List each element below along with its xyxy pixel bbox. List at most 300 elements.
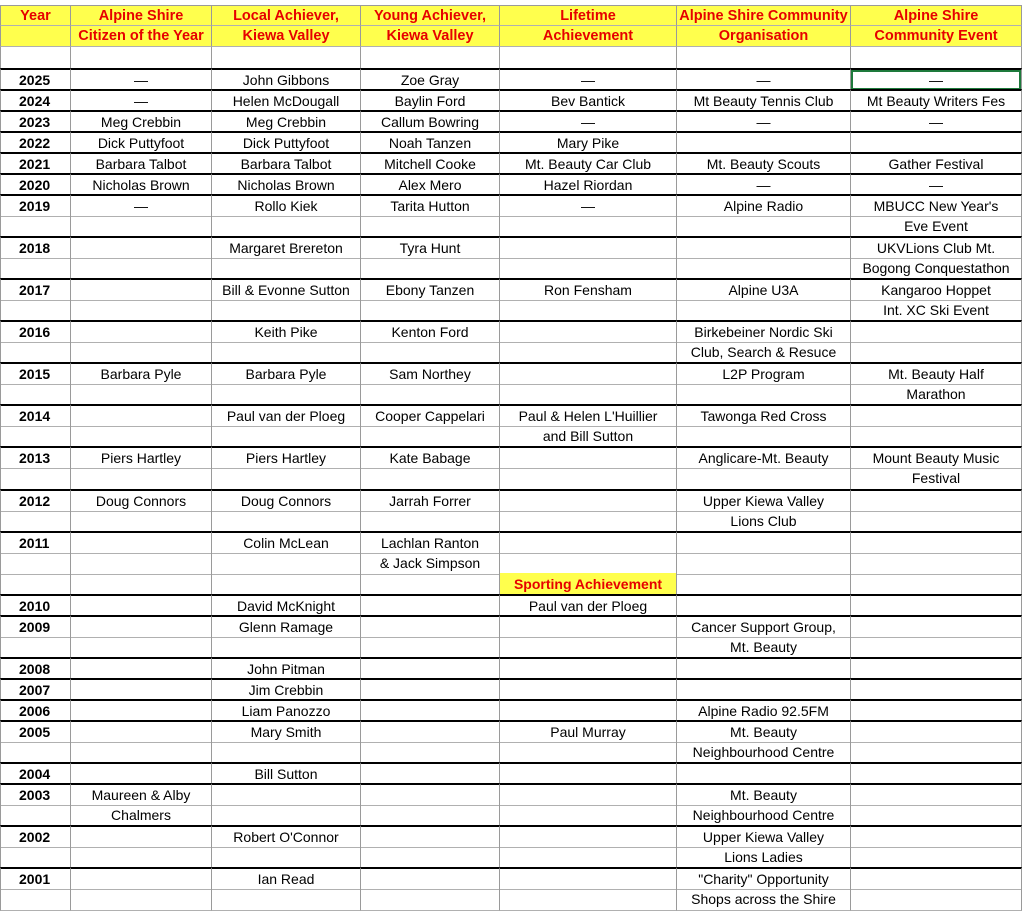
- cell-local-achiever[interactable]: Paul van der Ploeg: [212, 404, 361, 427]
- cell-young-achiever[interactable]: [361, 615, 500, 638]
- header-community-event[interactable]: Community Event: [851, 26, 1022, 47]
- cell-lifetime[interactable]: [500, 467, 677, 490]
- cell-community-org[interactable]: Club, Search & Resuce: [677, 341, 851, 364]
- cell-lifetime[interactable]: [500, 825, 677, 848]
- cell-local-achiever[interactable]: Rollo Kiek: [212, 194, 361, 217]
- cell-lifetime[interactable]: Sporting Achievement: [500, 573, 677, 596]
- cell-local-achiever[interactable]: John Pitman: [212, 657, 361, 680]
- cell-citizen[interactable]: [71, 341, 212, 364]
- cell-community-org[interactable]: [677, 678, 851, 701]
- cell-community-org[interactable]: [677, 531, 851, 554]
- cell-young-achiever[interactable]: [361, 867, 500, 890]
- cell-citizen[interactable]: [71, 720, 212, 743]
- cell-year[interactable]: [0, 573, 71, 596]
- cell-local-achiever[interactable]: Liam Panozzo: [212, 699, 361, 722]
- cell-young-achiever[interactable]: [361, 720, 500, 743]
- cell-lifetime[interactable]: and Bill Sutton: [500, 425, 677, 448]
- cell-young-achiever[interactable]: [361, 825, 500, 848]
- header-young-achiever[interactable]: Young Achiever,: [361, 5, 500, 26]
- cell-citizen[interactable]: Chalmers: [71, 804, 212, 827]
- cell-year[interactable]: 2001: [0, 867, 71, 890]
- cell-year[interactable]: [0, 257, 71, 280]
- cell-year[interactable]: [0, 467, 71, 490]
- cell-year[interactable]: [0, 47, 71, 70]
- cell-year[interactable]: 2002: [0, 825, 71, 848]
- cell-local-achiever[interactable]: [212, 47, 361, 70]
- header-local-achiever[interactable]: Local Achiever,: [212, 5, 361, 26]
- cell-local-achiever[interactable]: Barbara Talbot: [212, 152, 361, 175]
- cell-community-event[interactable]: [851, 867, 1022, 890]
- cell-lifetime[interactable]: [500, 804, 677, 827]
- cell-citizen[interactable]: [71, 257, 212, 280]
- cell-lifetime[interactable]: [500, 888, 677, 911]
- cell-lifetime[interactable]: [500, 741, 677, 764]
- cell-year[interactable]: 2024: [0, 89, 71, 112]
- cell-young-achiever[interactable]: [361, 215, 500, 238]
- cell-community-event[interactable]: [851, 131, 1022, 154]
- cell-year[interactable]: 2015: [0, 362, 71, 385]
- cell-citizen[interactable]: [71, 867, 212, 890]
- cell-local-achiever[interactable]: Helen McDougall: [212, 89, 361, 112]
- cell-community-org[interactable]: [677, 657, 851, 680]
- header-citizen[interactable]: Citizen of the Year: [71, 26, 212, 47]
- cell-lifetime[interactable]: Bev Bantick: [500, 89, 677, 112]
- cell-community-org[interactable]: Alpine Radio 92.5FM: [677, 699, 851, 722]
- cell-local-achiever[interactable]: Ian Read: [212, 867, 361, 890]
- cell-community-org[interactable]: Mt. Beauty Scouts: [677, 152, 851, 175]
- cell-year[interactable]: 2016: [0, 320, 71, 343]
- cell-citizen[interactable]: Meg Crebbin: [71, 110, 212, 133]
- cell-lifetime[interactable]: [500, 636, 677, 659]
- cell-young-achiever[interactable]: Cooper Cappelari: [361, 404, 500, 427]
- cell-community-event[interactable]: MBUCC New Year's: [851, 194, 1022, 217]
- cell-young-achiever[interactable]: Tyra Hunt: [361, 236, 500, 259]
- cell-lifetime[interactable]: [500, 552, 677, 575]
- header-community-org[interactable]: Organisation: [677, 26, 851, 47]
- cell-year[interactable]: 2018: [0, 236, 71, 259]
- cell-community-org[interactable]: [677, 594, 851, 617]
- cell-citizen[interactable]: [71, 404, 212, 427]
- cell-local-achiever[interactable]: Dick Puttyfoot: [212, 131, 361, 154]
- cell-community-event[interactable]: UKVLions Club Mt.: [851, 236, 1022, 259]
- cell-community-event[interactable]: [851, 678, 1022, 701]
- cell-year[interactable]: 2007: [0, 678, 71, 701]
- cell-community-org[interactable]: Mt. Beauty: [677, 720, 851, 743]
- cell-citizen[interactable]: Barbara Talbot: [71, 152, 212, 175]
- cell-community-event[interactable]: [851, 47, 1022, 70]
- header-year[interactable]: Year: [0, 5, 71, 26]
- cell-community-org[interactable]: Neighbourhood Centre: [677, 741, 851, 764]
- cell-citizen[interactable]: [71, 678, 212, 701]
- cell-community-org[interactable]: [677, 762, 851, 785]
- cell-local-achiever[interactable]: [212, 299, 361, 322]
- cell-local-achiever[interactable]: Jim Crebbin: [212, 678, 361, 701]
- cell-local-achiever[interactable]: David McKnight: [212, 594, 361, 617]
- cell-young-achiever[interactable]: & Jack Simpson: [361, 552, 500, 575]
- cell-citizen[interactable]: [71, 573, 212, 596]
- cell-community-event[interactable]: [851, 320, 1022, 343]
- cell-young-achiever[interactable]: [361, 425, 500, 448]
- cell-citizen[interactable]: Piers Hartley: [71, 446, 212, 469]
- cell-young-achiever[interactable]: Baylin Ford: [361, 89, 500, 112]
- cell-young-achiever[interactable]: Alex Mero: [361, 173, 500, 196]
- cell-community-event[interactable]: Mount Beauty Music: [851, 446, 1022, 469]
- cell-community-org[interactable]: Birkebeiner Nordic Ski: [677, 320, 851, 343]
- cell-lifetime[interactable]: [500, 362, 677, 385]
- cell-lifetime[interactable]: Mt. Beauty Car Club: [500, 152, 677, 175]
- cell-young-achiever[interactable]: [361, 678, 500, 701]
- cell-year[interactable]: 2008: [0, 657, 71, 680]
- cell-local-achiever[interactable]: Colin McLean: [212, 531, 361, 554]
- cell-local-achiever[interactable]: Glenn Ramage: [212, 615, 361, 638]
- cell-community-event[interactable]: [851, 762, 1022, 785]
- cell-young-achiever[interactable]: Callum Bowring: [361, 110, 500, 133]
- cell-young-achiever[interactable]: [361, 257, 500, 280]
- header-young-achiever[interactable]: Kiewa Valley: [361, 26, 500, 47]
- cell-community-event[interactable]: —: [851, 68, 1022, 91]
- cell-year[interactable]: [0, 636, 71, 659]
- cell-community-org[interactable]: Lions Club: [677, 510, 851, 533]
- cell-community-event[interactable]: [851, 783, 1022, 806]
- cell-year[interactable]: [0, 425, 71, 448]
- cell-community-org[interactable]: Upper Kiewa Valley: [677, 825, 851, 848]
- cell-young-achiever[interactable]: [361, 47, 500, 70]
- cell-year[interactable]: 2014: [0, 404, 71, 427]
- cell-lifetime[interactable]: [500, 341, 677, 364]
- cell-citizen[interactable]: [71, 657, 212, 680]
- cell-local-achiever[interactable]: [212, 215, 361, 238]
- cell-year[interactable]: 2009: [0, 615, 71, 638]
- cell-community-event[interactable]: Bogong Conquestathon: [851, 257, 1022, 280]
- cell-citizen[interactable]: [71, 615, 212, 638]
- cell-local-achiever[interactable]: [212, 383, 361, 406]
- cell-community-org[interactable]: Mt. Beauty: [677, 636, 851, 659]
- cell-citizen[interactable]: [71, 320, 212, 343]
- cell-young-achiever[interactable]: [361, 636, 500, 659]
- cell-citizen[interactable]: [71, 215, 212, 238]
- cell-community-org[interactable]: Mt. Beauty: [677, 783, 851, 806]
- cell-young-achiever[interactable]: [361, 741, 500, 764]
- cell-young-achiever[interactable]: Tarita Hutton: [361, 194, 500, 217]
- cell-local-achiever[interactable]: Barbara Pyle: [212, 362, 361, 385]
- cell-local-achiever[interactable]: Nicholas Brown: [212, 173, 361, 196]
- cell-young-achiever[interactable]: [361, 699, 500, 722]
- cell-lifetime[interactable]: Paul & Helen L'Huillier: [500, 404, 677, 427]
- cell-local-achiever[interactable]: Mary Smith: [212, 720, 361, 743]
- cell-local-achiever[interactable]: [212, 573, 361, 596]
- cell-citizen[interactable]: [71, 888, 212, 911]
- cell-citizen[interactable]: —: [71, 194, 212, 217]
- cell-citizen[interactable]: [71, 825, 212, 848]
- header-local-achiever[interactable]: Kiewa Valley: [212, 26, 361, 47]
- cell-citizen[interactable]: Dick Puttyfoot: [71, 131, 212, 154]
- cell-community-org[interactable]: Tawonga Red Cross: [677, 404, 851, 427]
- cell-lifetime[interactable]: [500, 531, 677, 554]
- cell-young-achiever[interactable]: [361, 804, 500, 827]
- cell-year[interactable]: 2011: [0, 531, 71, 554]
- cell-local-achiever[interactable]: Robert O'Connor: [212, 825, 361, 848]
- cell-local-achiever[interactable]: Piers Hartley: [212, 446, 361, 469]
- header-lifetime[interactable]: Achievement: [500, 26, 677, 47]
- cell-lifetime[interactable]: Mary Pike: [500, 131, 677, 154]
- cell-community-org[interactable]: [677, 299, 851, 322]
- cell-community-org[interactable]: [677, 383, 851, 406]
- cell-citizen[interactable]: [71, 741, 212, 764]
- cell-community-event[interactable]: [851, 804, 1022, 827]
- cell-young-achiever[interactable]: [361, 594, 500, 617]
- header-community-org[interactable]: Alpine Shire Community: [677, 5, 851, 26]
- cell-citizen[interactable]: [71, 699, 212, 722]
- cell-local-achiever[interactable]: [212, 804, 361, 827]
- cell-community-event[interactable]: [851, 531, 1022, 554]
- cell-community-org[interactable]: "Charity" Opportunity: [677, 867, 851, 890]
- cell-citizen[interactable]: [71, 47, 212, 70]
- cell-lifetime[interactable]: [500, 299, 677, 322]
- cell-local-achiever[interactable]: [212, 846, 361, 869]
- cell-local-achiever[interactable]: Bill & Evonne Sutton: [212, 278, 361, 301]
- cell-community-event[interactable]: [851, 489, 1022, 512]
- cell-local-achiever[interactable]: John Gibbons: [212, 68, 361, 91]
- cell-young-achiever[interactable]: [361, 510, 500, 533]
- cell-young-achiever[interactable]: Zoe Gray: [361, 68, 500, 91]
- cell-year[interactable]: [0, 299, 71, 322]
- cell-community-event[interactable]: [851, 636, 1022, 659]
- cell-young-achiever[interactable]: [361, 341, 500, 364]
- cell-citizen[interactable]: [71, 383, 212, 406]
- cell-lifetime[interactable]: [500, 783, 677, 806]
- cell-citizen[interactable]: [71, 425, 212, 448]
- cell-community-event[interactable]: Marathon: [851, 383, 1022, 406]
- cell-citizen[interactable]: [71, 552, 212, 575]
- cell-young-achiever[interactable]: [361, 383, 500, 406]
- cell-year[interactable]: 2020: [0, 173, 71, 196]
- cell-year[interactable]: [0, 341, 71, 364]
- cell-community-event[interactable]: [851, 404, 1022, 427]
- cell-year[interactable]: 2025: [0, 68, 71, 91]
- cell-community-org[interactable]: Mt Beauty Tennis Club: [677, 89, 851, 112]
- cell-community-org[interactable]: [677, 131, 851, 154]
- cell-local-achiever[interactable]: [212, 257, 361, 280]
- cell-community-org[interactable]: [677, 47, 851, 70]
- cell-citizen[interactable]: [71, 594, 212, 617]
- cell-year[interactable]: 2010: [0, 594, 71, 617]
- cell-year[interactable]: 2003: [0, 783, 71, 806]
- cell-year[interactable]: 2004: [0, 762, 71, 785]
- cell-local-achiever[interactable]: [212, 888, 361, 911]
- cell-local-achiever[interactable]: [212, 783, 361, 806]
- cell-community-event[interactable]: Int. XC Ski Event: [851, 299, 1022, 322]
- cell-year[interactable]: [0, 215, 71, 238]
- cell-citizen[interactable]: [71, 510, 212, 533]
- cell-citizen[interactable]: [71, 467, 212, 490]
- cell-local-achiever[interactable]: Meg Crebbin: [212, 110, 361, 133]
- header-year[interactable]: [0, 26, 71, 47]
- cell-community-org[interactable]: [677, 236, 851, 259]
- cell-lifetime[interactable]: Ron Fensham: [500, 278, 677, 301]
- cell-lifetime[interactable]: [500, 446, 677, 469]
- cell-year[interactable]: 2022: [0, 131, 71, 154]
- cell-local-achiever[interactable]: Margaret Brereton: [212, 236, 361, 259]
- cell-lifetime[interactable]: [500, 383, 677, 406]
- cell-community-event[interactable]: Eve Event: [851, 215, 1022, 238]
- cell-young-achiever[interactable]: Lachlan Ranton: [361, 531, 500, 554]
- cell-community-event[interactable]: [851, 552, 1022, 575]
- cell-lifetime[interactable]: Paul Murray: [500, 720, 677, 743]
- cell-young-achiever[interactable]: Kenton Ford: [361, 320, 500, 343]
- cell-lifetime[interactable]: [500, 657, 677, 680]
- cell-citizen[interactable]: [71, 636, 212, 659]
- cell-local-achiever[interactable]: [212, 552, 361, 575]
- cell-lifetime[interactable]: [500, 489, 677, 512]
- cell-lifetime[interactable]: —: [500, 68, 677, 91]
- cell-year[interactable]: 2019: [0, 194, 71, 217]
- cell-citizen[interactable]: Nicholas Brown: [71, 173, 212, 196]
- cell-lifetime[interactable]: [500, 615, 677, 638]
- cell-community-event[interactable]: [851, 594, 1022, 617]
- cell-local-achiever[interactable]: Keith Pike: [212, 320, 361, 343]
- cell-year[interactable]: 2006: [0, 699, 71, 722]
- cell-lifetime[interactable]: [500, 846, 677, 869]
- cell-community-event[interactable]: Mt. Beauty Half: [851, 362, 1022, 385]
- cell-community-event[interactable]: [851, 825, 1022, 848]
- cell-lifetime[interactable]: [500, 699, 677, 722]
- cell-year[interactable]: [0, 888, 71, 911]
- cell-young-achiever[interactable]: [361, 467, 500, 490]
- cell-local-achiever[interactable]: [212, 467, 361, 490]
- cell-community-event[interactable]: [851, 510, 1022, 533]
- cell-community-event[interactable]: Kangaroo Hoppet: [851, 278, 1022, 301]
- cell-community-org[interactable]: [677, 552, 851, 575]
- cell-community-event[interactable]: Festival: [851, 467, 1022, 490]
- cell-community-event[interactable]: [851, 615, 1022, 638]
- cell-young-achiever[interactable]: [361, 783, 500, 806]
- cell-local-achiever[interactable]: [212, 741, 361, 764]
- cell-community-org[interactable]: Upper Kiewa Valley: [677, 489, 851, 512]
- cell-year[interactable]: [0, 846, 71, 869]
- cell-local-achiever[interactable]: [212, 510, 361, 533]
- cell-community-org[interactable]: —: [677, 173, 851, 196]
- cell-citizen[interactable]: [71, 846, 212, 869]
- cell-year[interactable]: [0, 510, 71, 533]
- cell-local-achiever[interactable]: [212, 425, 361, 448]
- cell-year[interactable]: 2005: [0, 720, 71, 743]
- cell-community-event[interactable]: Gather Festival: [851, 152, 1022, 175]
- cell-citizen[interactable]: [71, 278, 212, 301]
- cell-lifetime[interactable]: [500, 762, 677, 785]
- cell-community-event[interactable]: —: [851, 110, 1022, 133]
- cell-community-event[interactable]: [851, 573, 1022, 596]
- cell-citizen[interactable]: [71, 236, 212, 259]
- cell-lifetime[interactable]: [500, 47, 677, 70]
- cell-community-org[interactable]: Alpine Radio: [677, 194, 851, 217]
- header-citizen[interactable]: Alpine Shire: [71, 5, 212, 26]
- cell-citizen[interactable]: —: [71, 89, 212, 112]
- cell-community-event[interactable]: [851, 699, 1022, 722]
- cell-lifetime[interactable]: Hazel Riordan: [500, 173, 677, 196]
- cell-lifetime[interactable]: [500, 257, 677, 280]
- cell-community-org[interactable]: —: [677, 68, 851, 91]
- cell-young-achiever[interactable]: Kate Babage: [361, 446, 500, 469]
- cell-local-achiever[interactable]: [212, 341, 361, 364]
- cell-year[interactable]: [0, 741, 71, 764]
- cell-community-org[interactable]: Neighbourhood Centre: [677, 804, 851, 827]
- cell-young-achiever[interactable]: Ebony Tanzen: [361, 278, 500, 301]
- cell-young-achiever[interactable]: Noah Tanzen: [361, 131, 500, 154]
- cell-young-achiever[interactable]: [361, 846, 500, 869]
- cell-lifetime[interactable]: —: [500, 194, 677, 217]
- cell-citizen[interactable]: Barbara Pyle: [71, 362, 212, 385]
- cell-community-org[interactable]: [677, 257, 851, 280]
- cell-young-achiever[interactable]: [361, 762, 500, 785]
- cell-community-org[interactable]: [677, 467, 851, 490]
- cell-year[interactable]: [0, 383, 71, 406]
- cell-lifetime[interactable]: —: [500, 110, 677, 133]
- cell-citizen[interactable]: [71, 762, 212, 785]
- cell-local-achiever[interactable]: Doug Connors: [212, 489, 361, 512]
- cell-community-org[interactable]: [677, 425, 851, 448]
- cell-community-org[interactable]: [677, 573, 851, 596]
- cell-lifetime[interactable]: Paul van der Ploeg: [500, 594, 677, 617]
- cell-community-org[interactable]: Lions Ladies: [677, 846, 851, 869]
- cell-young-achiever[interactable]: [361, 888, 500, 911]
- cell-community-org[interactable]: Anglicare-Mt. Beauty: [677, 446, 851, 469]
- cell-community-org[interactable]: Cancer Support Group,: [677, 615, 851, 638]
- cell-young-achiever[interactable]: Mitchell Cooke: [361, 152, 500, 175]
- cell-community-event[interactable]: [851, 741, 1022, 764]
- cell-lifetime[interactable]: [500, 215, 677, 238]
- cell-citizen[interactable]: [71, 299, 212, 322]
- cell-citizen[interactable]: [71, 531, 212, 554]
- cell-young-achiever[interactable]: [361, 299, 500, 322]
- cell-year[interactable]: [0, 804, 71, 827]
- cell-young-achiever[interactable]: Sam Northey: [361, 362, 500, 385]
- header-lifetime[interactable]: Lifetime: [500, 5, 677, 26]
- cell-community-org[interactable]: Shops across the Shire: [677, 888, 851, 911]
- cell-community-event[interactable]: [851, 341, 1022, 364]
- cell-community-event[interactable]: —: [851, 173, 1022, 196]
- cell-year[interactable]: 2021: [0, 152, 71, 175]
- cell-community-org[interactable]: L2P Program: [677, 362, 851, 385]
- cell-citizen[interactable]: Maureen & Alby: [71, 783, 212, 806]
- cell-young-achiever[interactable]: Jarrah Forrer: [361, 489, 500, 512]
- cell-local-achiever[interactable]: Bill Sutton: [212, 762, 361, 785]
- cell-community-event[interactable]: [851, 720, 1022, 743]
- cell-young-achiever[interactable]: [361, 657, 500, 680]
- cell-community-org[interactable]: —: [677, 110, 851, 133]
- cell-year[interactable]: 2023: [0, 110, 71, 133]
- cell-year[interactable]: 2017: [0, 278, 71, 301]
- cell-lifetime[interactable]: [500, 236, 677, 259]
- cell-local-achiever[interactable]: [212, 636, 361, 659]
- cell-lifetime[interactable]: [500, 320, 677, 343]
- cell-young-achiever[interactable]: [361, 573, 500, 596]
- cell-community-event[interactable]: Mt Beauty Writers Fes: [851, 89, 1022, 112]
- cell-community-event[interactable]: [851, 846, 1022, 869]
- cell-citizen[interactable]: —: [71, 68, 212, 91]
- cell-community-event[interactable]: [851, 425, 1022, 448]
- cell-community-event[interactable]: [851, 657, 1022, 680]
- cell-lifetime[interactable]: [500, 678, 677, 701]
- cell-lifetime[interactable]: [500, 867, 677, 890]
- cell-community-org[interactable]: Alpine U3A: [677, 278, 851, 301]
- header-community-event[interactable]: Alpine Shire: [851, 5, 1022, 26]
- cell-citizen[interactable]: Doug Connors: [71, 489, 212, 512]
- cell-year[interactable]: 2013: [0, 446, 71, 469]
- cell-lifetime[interactable]: [500, 510, 677, 533]
- cell-year[interactable]: 2012: [0, 489, 71, 512]
- cell-community-event[interactable]: [851, 888, 1022, 911]
- cell-year[interactable]: [0, 552, 71, 575]
